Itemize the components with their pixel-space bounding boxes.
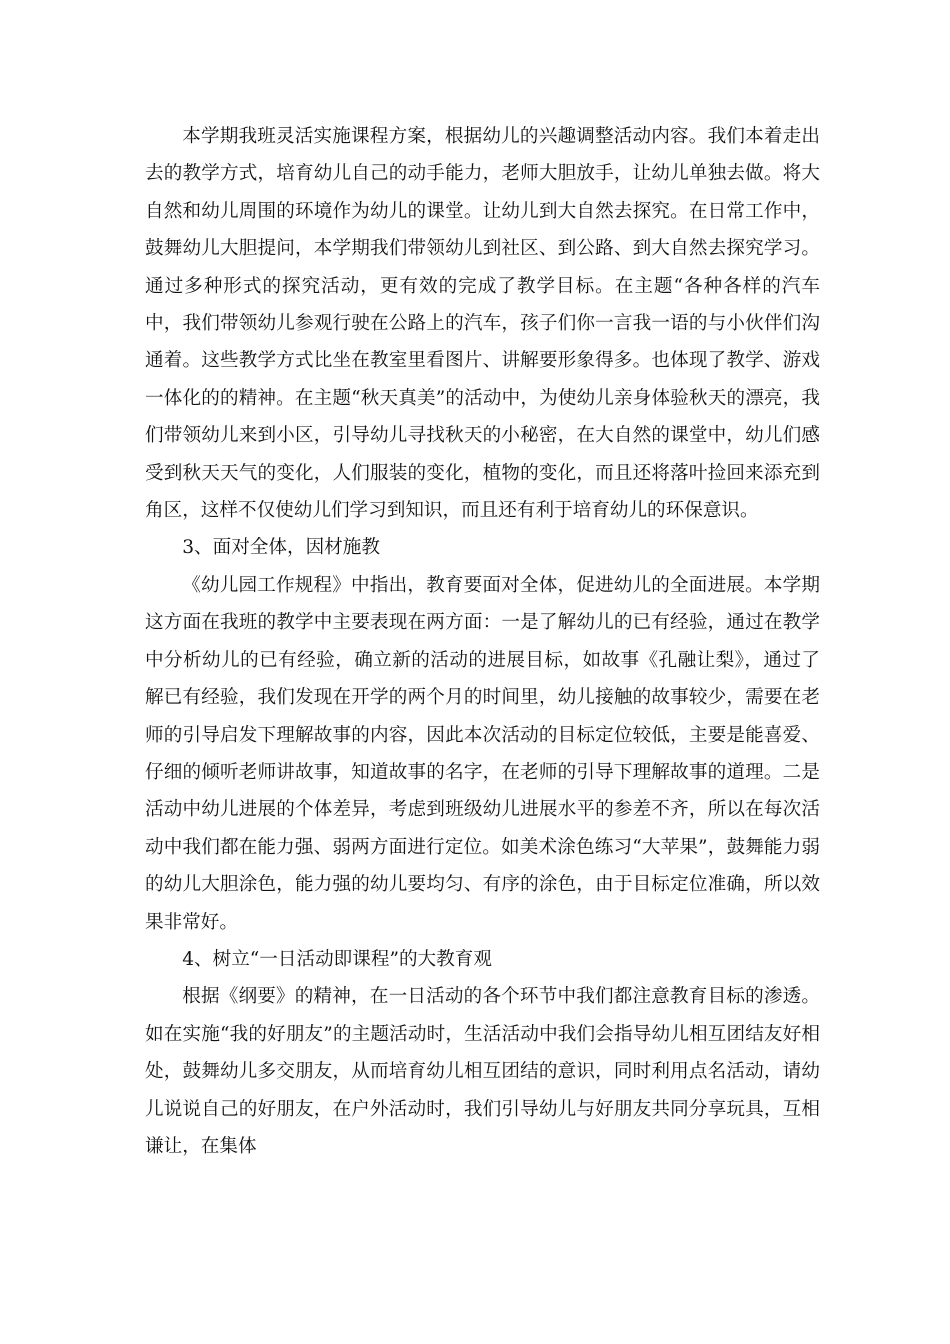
section-heading-3: 3、面对全体，因材施教 xyxy=(182,537,380,559)
paragraph-curriculum: 本学期我班灵活实施课程方案，根据幼儿的兴趣调整活动内容。我们本着走出去的教学方式，培育幼儿自己的动手能力，老师大胆放手，让幼儿单独去做。将大自然和幼儿周围的环境作为幼儿的课堂。让幼儿到大自然去探究。在日常工作中，鼓舞幼儿大胆提问，本学期我们带领幼儿到社区、到公路、到大自然去探究学习。通过多种形式的探究活动，更有效的完成了教学目标。在主题“各种各样的汽车中，我们带领幼儿参观行驶在公路上的汽车，孩子们你一言我一语的与小伙伴们沟通着。这些教学方式比坐在教室里看图片、讲解要形象得多。也体现了教学、游戏一体化的的精神。在主题“秋天真美”的活动中，为使幼儿亲身体验秋天的漂亮，我们带领幼儿来到小区，引导幼儿寻找秋天的小秘密，在大自然的课堂中，幼儿们感受到秋天天气的变化，人们服装的变化，植物的变化，而且还将落叶捡回来添充到角区，这样不仅使幼儿们学习到知识，而且还有利于培育幼儿的环保意识。 xyxy=(145,126,820,522)
section-heading-4: 4、树立“一日活动即课程”的大教育观 xyxy=(182,948,492,970)
paragraph-whole-class: 《幼儿园工作规程》中指出，教育要面对全体，促进幼儿的全面进展。本学期这方面在我班的教学中主要表现在两方面：一是了解幼儿的已有经验，通过在教学中分析幼儿的已有经验，确立新的活动的进展目标，如故事《孔融让梨》，通过了解已有经验，我们发现在开学的两个月的时间里，幼儿接触的故事较少，需要在老师的引导启发下理解故事的内容，因此本次活动的目标定位较低，主要是能喜爱、仔细的倾听老师讲故事，知道故事的名字，在老师的引导下理解故事的道理。二是活动中幼儿进展的个体差异，考虑到班级幼儿进展水平的参差不齐，所以在每次活动中我们都在能力强、弱两方面进行定位。如美术涂色练习“大苹果”，鼓舞能力弱的幼儿大胆涂色，能力强的幼儿要均匀、有序的涂色，由于目标定位准确，所以效果非常好。 xyxy=(145,574,820,933)
paragraph-daily-activities: 根据《纲要》的精神，在一日活动的各个环节中我们都注意教育目标的渗透。如在实施“我的好朋友”的主题活动时，生活活动中我们会指导幼儿相互团结友好相处，鼓舞幼儿多交朋友，从而培育幼儿相互团结的意识，同时利用点名活动，请幼儿说说自己的好朋友，在户外活动时，我们引导幼儿与好朋友共同分享玩具，互相谦让，在集体 xyxy=(145,986,820,1157)
